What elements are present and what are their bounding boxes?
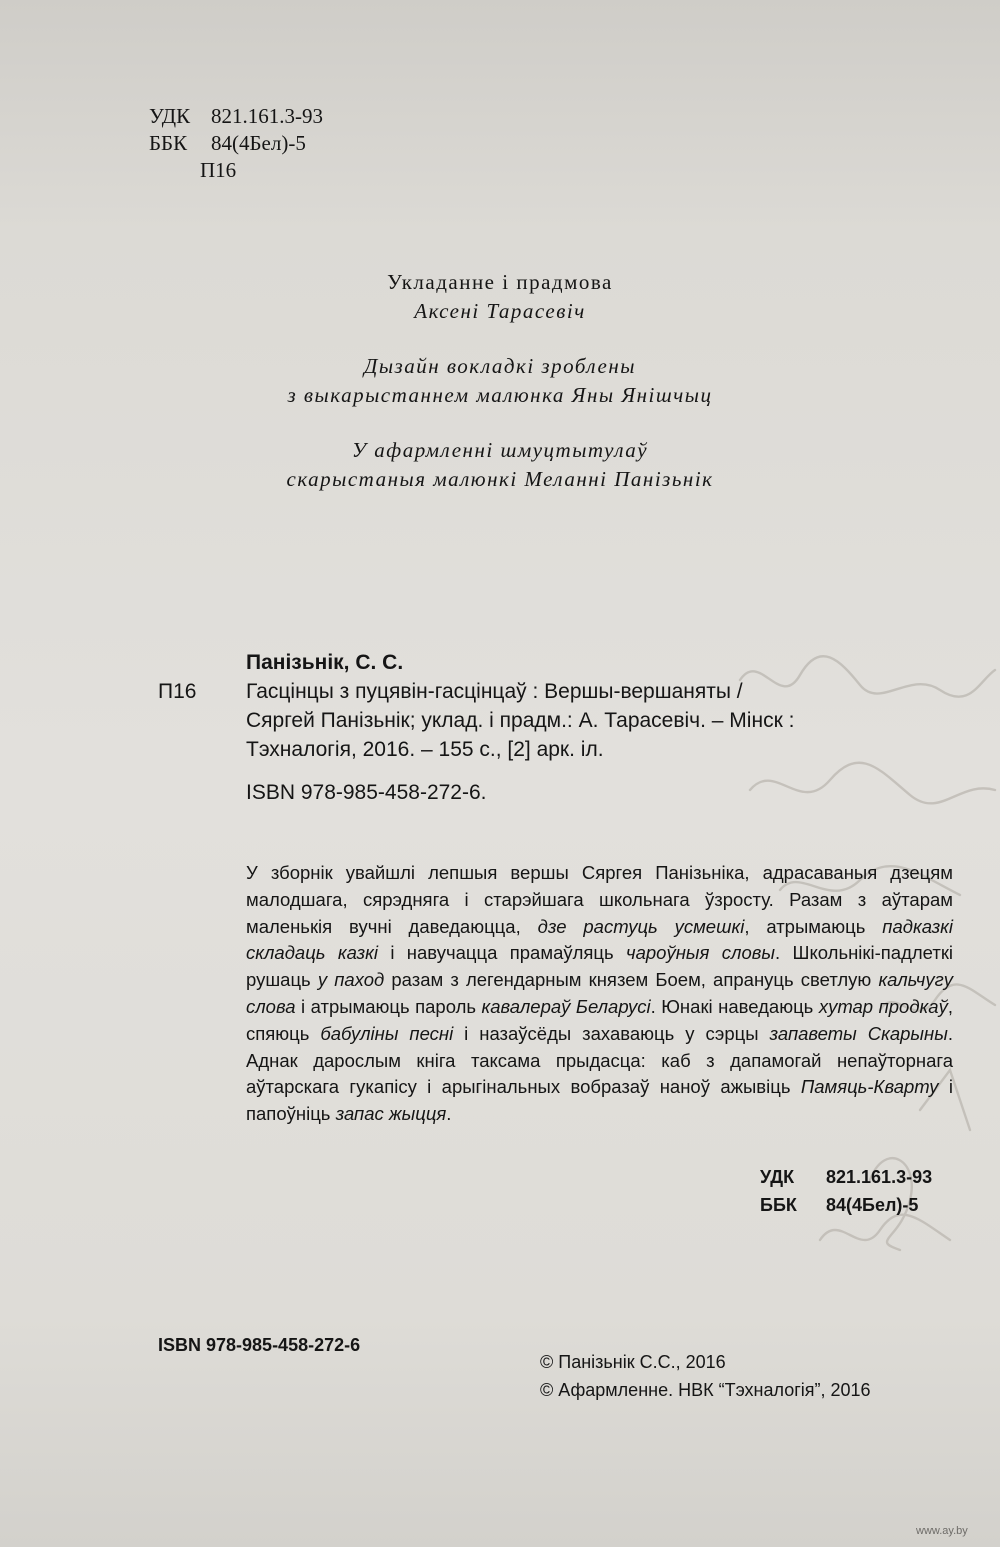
catalog-line-3: Тэхналогія, 2016. – 155 с., [2] арк. іл. <box>246 738 604 761</box>
bbk-label: ББК <box>149 131 188 155</box>
classification-block-top <box>149 103 323 184</box>
author-mark: П16 <box>200 158 237 182</box>
catalog-author: Панізьнік, С. С. <box>246 651 404 674</box>
cover-design-line-2: з выкарыстаннем малюнка Яны Янішчыц <box>287 383 713 407</box>
udk-row <box>149 103 323 130</box>
catalog-isbn: ISBN 978-985-458-272-6. <box>246 781 487 804</box>
copyright-block <box>540 1348 871 1404</box>
credits-block <box>0 268 1000 494</box>
udk-value: 821.161.3-93 <box>211 104 323 128</box>
compiled-label: Укладанне і прадмова <box>387 270 613 294</box>
illustration-line-2: скарыстаныя малюнкі Меланні Панізьнік <box>286 467 714 491</box>
udk-label-bottom: УДК <box>760 1167 795 1187</box>
udk-row-bottom <box>760 1163 932 1191</box>
bbk-row <box>149 130 323 157</box>
bbk-row-bottom <box>760 1191 932 1219</box>
illustration-line-1: У афармленні шмуцтытулаў <box>351 438 649 462</box>
site-watermark: www.ay.by <box>916 1525 968 1537</box>
bbk-label-bottom: ББК <box>760 1195 797 1215</box>
catalog-entry <box>158 648 794 807</box>
copyright-design: © Афармленне. НВК “Тэхналогія”, 2016 <box>540 1380 871 1400</box>
catalog-row-2 <box>158 706 794 735</box>
catalog-title-row <box>158 677 794 706</box>
bbk-value-bottom: 84(4Бел)-5 <box>826 1195 919 1215</box>
isbn-bottom: ISBN 978-985-458-272-6 <box>158 1335 361 1355</box>
annotation-text: У зборнік увайшлі лепшыя вершы Сяргея Панізьніка, адрасаваныя дзецям малодшага, сярэдняга і старэйшага школьнага ўзросту. Разам з аўтарам маленькія вучні даведаюцца, дзе растуць усмешкі, атрымаюць падказкі складаць казкі і навучацца прамаўляць чароўныя словы. Школьнікі-падлеткі рушаць у паход разам з легендарным князем Боем, апрануць светлую кальчугу слова і атрымаюць пароль кавалераў Беларусі. Юнакі наведаюць хутар продкаў, спяюць бабуліны песні і назаўсёды захаваюць у сэрцы запаветы Скарыны. Аднак дарослым кніга таксама прыдасца: каб з дапамогай непаўторнага аўтарскага гукапісу і арыгінальных вобразаў наноў ажывіць Памяць-Кварту і папоўніць запас жыцця. <box>246 862 954 1125</box>
catalog-line-1: Гасцінцы з пуцявін-гасцінцаў : Вершы-вершаняты / <box>246 680 743 703</box>
udk-value-bottom: 821.161.3-93 <box>826 1167 933 1187</box>
udk-label: УДК <box>149 104 191 128</box>
classification-block-bottom <box>760 1163 932 1219</box>
catalog-line-2: Сяргей Панізьнік; уклад. і прадм.: А. Тарасевіч. – Мінск : <box>246 709 795 732</box>
annotation-paragraph <box>246 860 953 1128</box>
cover-design-line-1: Дызайн вокладкі зроблены <box>363 354 637 378</box>
copyright-author: © Панізьнік С.С., 2016 <box>540 1352 726 1372</box>
bbk-value: 84(4Бел)-5 <box>211 131 306 155</box>
compiler-name: Аксені Тарасевіч <box>414 299 586 323</box>
catalog-row-3 <box>158 735 794 764</box>
catalog-code: П16 <box>158 680 197 703</box>
